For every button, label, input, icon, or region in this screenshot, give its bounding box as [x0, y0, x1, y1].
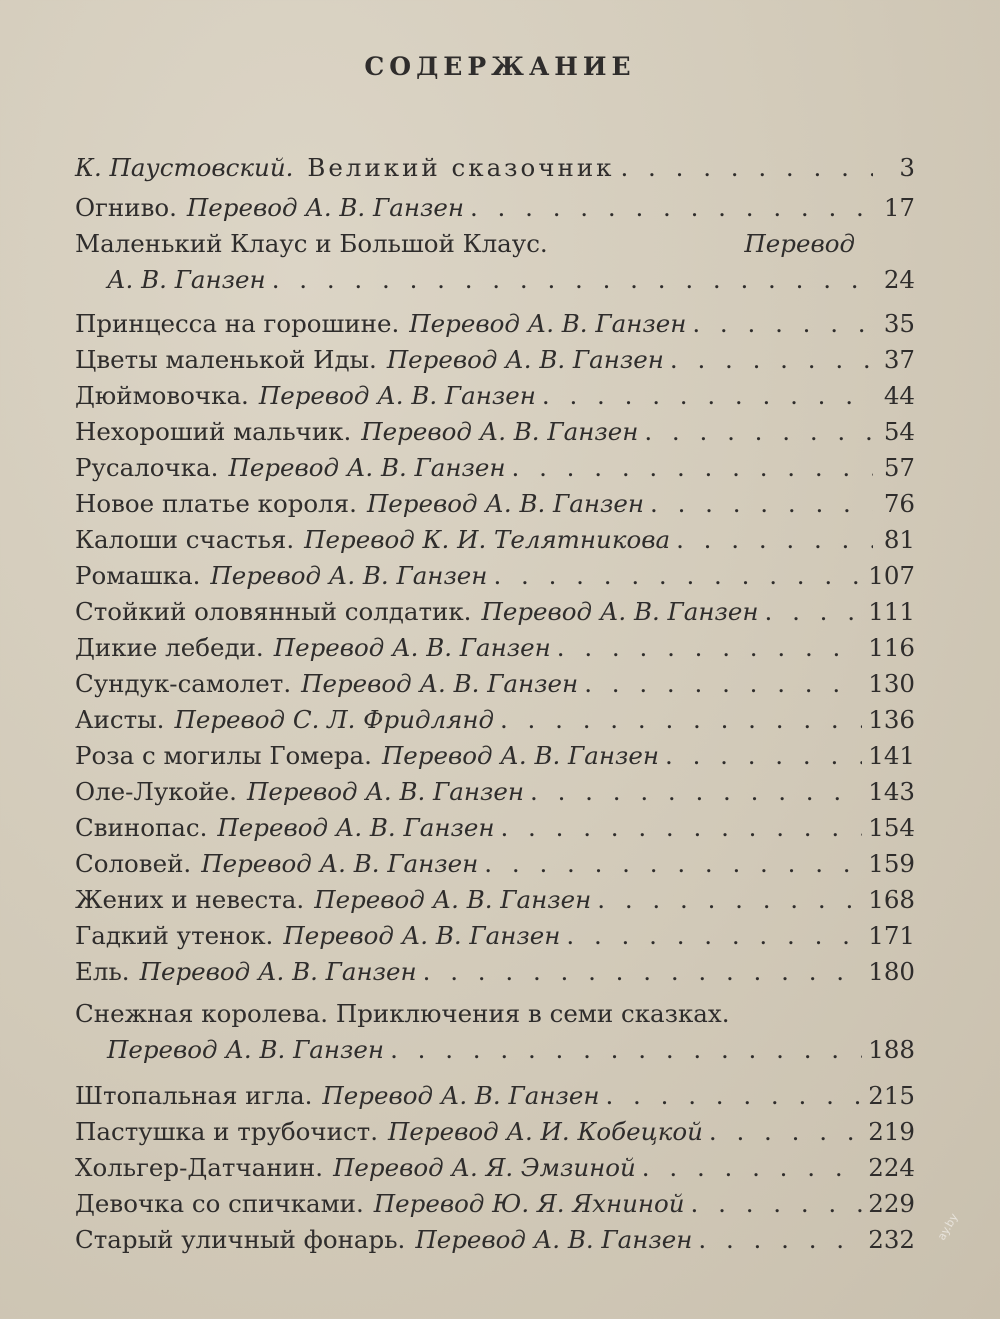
entry-title: Свинопас.: [75, 813, 208, 842]
toc-entry: [75, 306, 915, 342]
entry-page-number: 44: [883, 381, 915, 410]
entry-page-number: 57: [883, 453, 915, 482]
toc-entry-intro: [75, 150, 915, 186]
entry-page-number: 37: [883, 345, 915, 374]
toc-entry: [75, 882, 915, 918]
entry-title: Ель.: [75, 957, 130, 986]
leader-dots: [272, 262, 873, 298]
entry-title: Жених и невеста.: [75, 885, 305, 914]
entry-page-number: 188: [868, 1035, 915, 1064]
entry-title: Цветы маленькой Иды.: [75, 345, 377, 374]
toc-entry: [75, 810, 915, 846]
entry-page-number: 143: [868, 777, 915, 806]
entry-page-number: 232: [868, 1225, 915, 1254]
entry-page-number: 154: [868, 813, 915, 842]
entry-title: Русалочка.: [75, 453, 219, 482]
entry-page-number: 215: [868, 1081, 915, 1110]
leader-dots: [597, 882, 862, 918]
entry-title: Оле-Лукойе.: [75, 777, 237, 806]
entry-title: Стойкий оловянный солдатик.: [75, 597, 472, 626]
entry-translator: Перевод А. В. Ганзен: [314, 885, 592, 914]
leader-dots: [390, 1032, 862, 1068]
entry-translator: Перевод А. В. Ганзен: [210, 561, 488, 590]
entry-title: Штопальная игла.: [75, 1081, 313, 1110]
leader-dots: [500, 810, 862, 846]
leader-dots: [512, 450, 873, 486]
entry-title: Дикие лебеди.: [75, 633, 264, 662]
leader-dots: [484, 846, 862, 882]
entry-page-number: 224: [868, 1153, 915, 1182]
entry-title: Огниво.: [75, 193, 177, 222]
leader-dots: [470, 190, 873, 226]
toc-entry: [75, 1114, 915, 1150]
entry-translator: Перевод А. В. Ганзен: [381, 741, 659, 770]
leader-dots: [584, 666, 862, 702]
entry-page-number: 130: [868, 669, 915, 698]
toc-entry: [75, 414, 915, 450]
entry-title: Ромашка.: [75, 561, 201, 590]
toc-entry: [75, 630, 915, 666]
entry-translator: Перевод А. В. Ганзен: [386, 345, 664, 374]
leader-dots: [493, 558, 862, 594]
entry-translator: Перевод: [744, 229, 855, 258]
entry-translator: Перевод А. Я. Эмзиной: [333, 1153, 636, 1182]
leader-dots: [566, 918, 862, 954]
leader-dots: [500, 702, 862, 738]
entry-translator: Перевод А. В. Ганзен: [246, 777, 525, 806]
toc-entry: [75, 1150, 915, 1186]
entry-translator: Перевод А. В. Ганзен: [201, 849, 479, 878]
toc-entry: [75, 996, 915, 1068]
leader-dots: [665, 738, 862, 774]
entry-page-number: 24: [883, 265, 915, 294]
toc-entry: [75, 846, 915, 882]
entry-translator: Перевод А. В. Ганзен: [258, 381, 536, 410]
leader-dots: [698, 1222, 862, 1258]
leader-dots: [691, 1186, 863, 1222]
entry-title: Новое платье короля.: [75, 489, 357, 518]
entry-translator: Перевод К. И. Телятникова: [304, 525, 671, 554]
entry-page-number: 107: [868, 561, 915, 590]
toc-entry: [75, 558, 915, 594]
entry-title: Аисты.: [75, 705, 165, 734]
leader-dots: [642, 1150, 862, 1186]
entry-translator: А. В. Ганзен: [107, 265, 266, 294]
entry-translator: Перевод А. И. Кобецкой: [388, 1117, 703, 1146]
entry-translator: Перевод А. В. Ганзен: [481, 597, 759, 626]
toc-entry: [75, 1078, 915, 1114]
toc-entry: [75, 666, 915, 702]
entry-title: Девочка со спичками.: [75, 1189, 364, 1218]
entry-page-number: 180: [868, 957, 915, 986]
toc-entry: [75, 226, 915, 298]
entry-translator: Перевод А. В. Ганзен: [273, 633, 551, 662]
toc-entry: [75, 190, 915, 226]
watermark: ay.by: [935, 1211, 961, 1243]
entry-page-number: 3: [899, 153, 915, 182]
entry-translator: Перевод А. В. Ганзен: [283, 921, 561, 950]
toc-entry: [75, 954, 915, 990]
leader-dots: [692, 306, 873, 342]
entry-title: Дюймовочка.: [75, 381, 249, 410]
entry-title: Пастушка и трубочист.: [75, 1117, 379, 1146]
entry-page-number: 17: [883, 193, 915, 222]
entry-title: Роза с могилы Гомера.: [75, 741, 372, 770]
entry-page-number: 35: [883, 309, 915, 338]
leader-dots: [557, 630, 862, 666]
entry-translator: Перевод А. В. Ганзен: [186, 193, 464, 222]
entry-page-number: 76: [883, 489, 915, 518]
entry-page-number: 229: [868, 1189, 915, 1218]
entry-translator: Перевод А. В. Ганзен: [301, 669, 579, 698]
toc-entry: [75, 594, 915, 630]
entry-title: Гадкий утенок.: [75, 921, 274, 950]
entry-page-number: 111: [868, 597, 915, 626]
entry-title: Снежная королева. Приключения в семи сказках.: [75, 999, 730, 1028]
toc-entry: [75, 342, 915, 378]
toc-entry: [75, 918, 915, 954]
leader-dots: [765, 594, 863, 630]
entry-title: Сундук-самолет.: [75, 669, 292, 698]
toc-entry: [75, 774, 915, 810]
entry-translator: Перевод Ю. Я. Яхниной: [373, 1189, 685, 1218]
entry-title: Великий сказочник: [307, 153, 615, 182]
entry-translator: Перевод А. В. Ганзен: [361, 417, 639, 446]
entry-title: Соловей.: [75, 849, 192, 878]
entry-page-number: 141: [868, 741, 915, 770]
entry-translator: Перевод А. В. Ганзен: [409, 309, 687, 338]
entry-page-number: 54: [883, 417, 915, 446]
leader-dots: [530, 774, 862, 810]
leader-dots: [423, 954, 863, 990]
leader-dots: [542, 378, 873, 414]
toc-entry: [75, 522, 915, 558]
entry-translator: Перевод С. Л. Фридлянд: [174, 705, 494, 734]
entry-page-number: 81: [883, 525, 915, 554]
toc-entry: [75, 738, 915, 774]
contents-heading: СОДЕРЖАНИЕ: [364, 52, 636, 81]
entry-title: Хольгер-Датчанин.: [75, 1153, 324, 1182]
entry-page-number: 219: [868, 1117, 915, 1146]
toc-entry: [75, 450, 915, 486]
entry-translator: Перевод А. В. Ганзен: [217, 813, 495, 842]
toc-entry: [75, 486, 915, 522]
entry-page-number: 168: [868, 885, 915, 914]
entry-page-number: 136: [868, 705, 915, 734]
leader-dots: [605, 1078, 862, 1114]
leader-dots: [670, 342, 873, 378]
leader-dots: [709, 1114, 862, 1150]
leader-dots: [650, 486, 873, 522]
entry-title: Принцесса на горошине.: [75, 309, 400, 338]
toc-entry: [75, 1222, 915, 1258]
entry-page-number: 159: [868, 849, 915, 878]
entry-title: Нехороший мальчик.: [75, 417, 352, 446]
entry-translator: Перевод А. В. Ганзен: [366, 489, 644, 518]
toc-entry: [75, 1186, 915, 1222]
leader-dots: [644, 414, 873, 450]
entry-page-number: 116: [868, 633, 915, 662]
entry-translator: Перевод А. В. Ганзен: [139, 957, 417, 986]
toc-entry: [75, 378, 915, 414]
leader-dots: [676, 522, 873, 558]
entry-author: К. Паустовский.: [75, 153, 294, 182]
entry-page-number: 171: [868, 921, 915, 950]
entry-translator: Перевод А. В. Ганзен: [107, 1035, 385, 1064]
entry-translator: Перевод А. В. Ганзен: [322, 1081, 600, 1110]
entry-title: Старый уличный фонарь.: [75, 1225, 406, 1254]
entry-title: Маленький Клаус и Большой Клаус.: [75, 229, 548, 258]
entry-title: Калоши счастья.: [75, 525, 295, 554]
toc-entry: [75, 702, 915, 738]
leader-dots: [620, 150, 873, 186]
entry-translator: Перевод А. В. Ганзен: [228, 453, 506, 482]
entry-translator: Перевод А. В. Ганзен: [415, 1225, 693, 1254]
